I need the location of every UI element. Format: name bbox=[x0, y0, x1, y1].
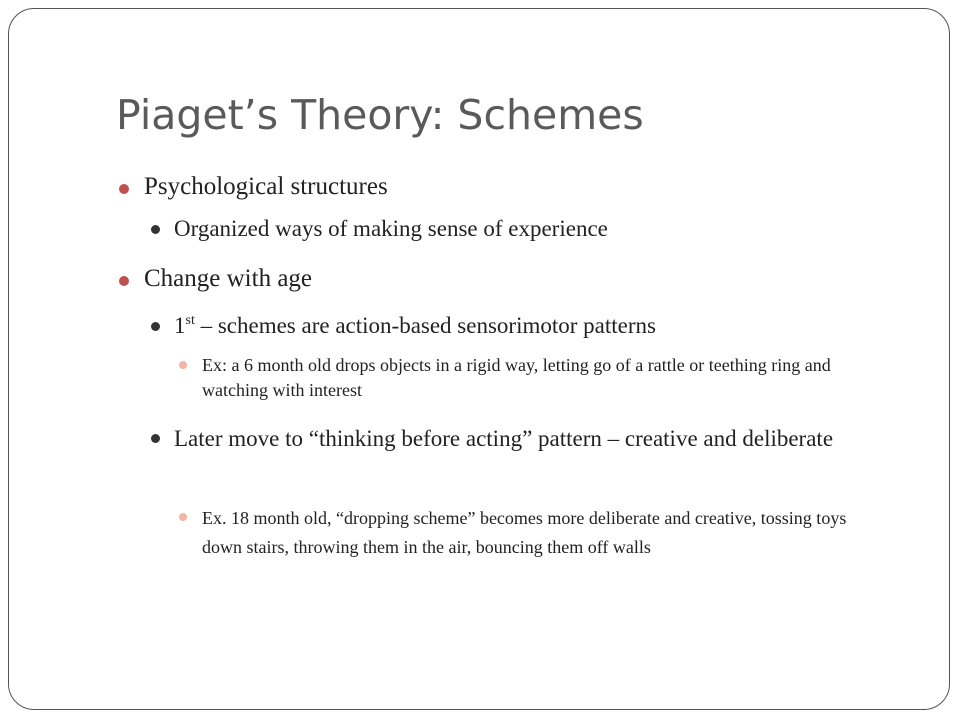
slide bbox=[8, 8, 950, 710]
bullet-dot-icon bbox=[151, 434, 160, 443]
bullet-dot-icon bbox=[119, 184, 129, 194]
bullet-later-move: Later move to “thinking before acting” pattern – creative and deliberate bbox=[174, 426, 834, 451]
bullet-dot-icon bbox=[151, 322, 160, 331]
ordinal-suffix: st bbox=[185, 313, 195, 328]
bullet-dot-icon bbox=[179, 361, 187, 369]
bullet-psychological-structures: Psychological structures bbox=[144, 173, 388, 200]
ordinal-number: 1 bbox=[174, 313, 186, 338]
slide-title: Piaget’s Theory: Schemes bbox=[116, 91, 644, 139]
bullet-example-6-month: Ex: a 6 month old drops objects in a rigid way, letting go of a rattle or teething ring and watching with interest bbox=[202, 355, 831, 400]
bullet-first-schemes bbox=[174, 311, 656, 341]
bullet-dot-icon bbox=[119, 276, 129, 286]
bullet-organized-ways: Organized ways of making sense of experience bbox=[174, 216, 608, 241]
bullet-change-with-age: Change with age bbox=[144, 265, 313, 292]
bullet-example-18-month: Ex. 18 month old, “dropping scheme” becomes more deliberate and creative, tossing toys down stairs, throwing them in the air, bouncing them off walls bbox=[202, 508, 847, 557]
bullet-dot-icon bbox=[151, 225, 160, 234]
first-schemes-text: – schemes are action-based sensorimotor patterns bbox=[194, 313, 656, 338]
bullet-dot-icon bbox=[179, 513, 187, 521]
